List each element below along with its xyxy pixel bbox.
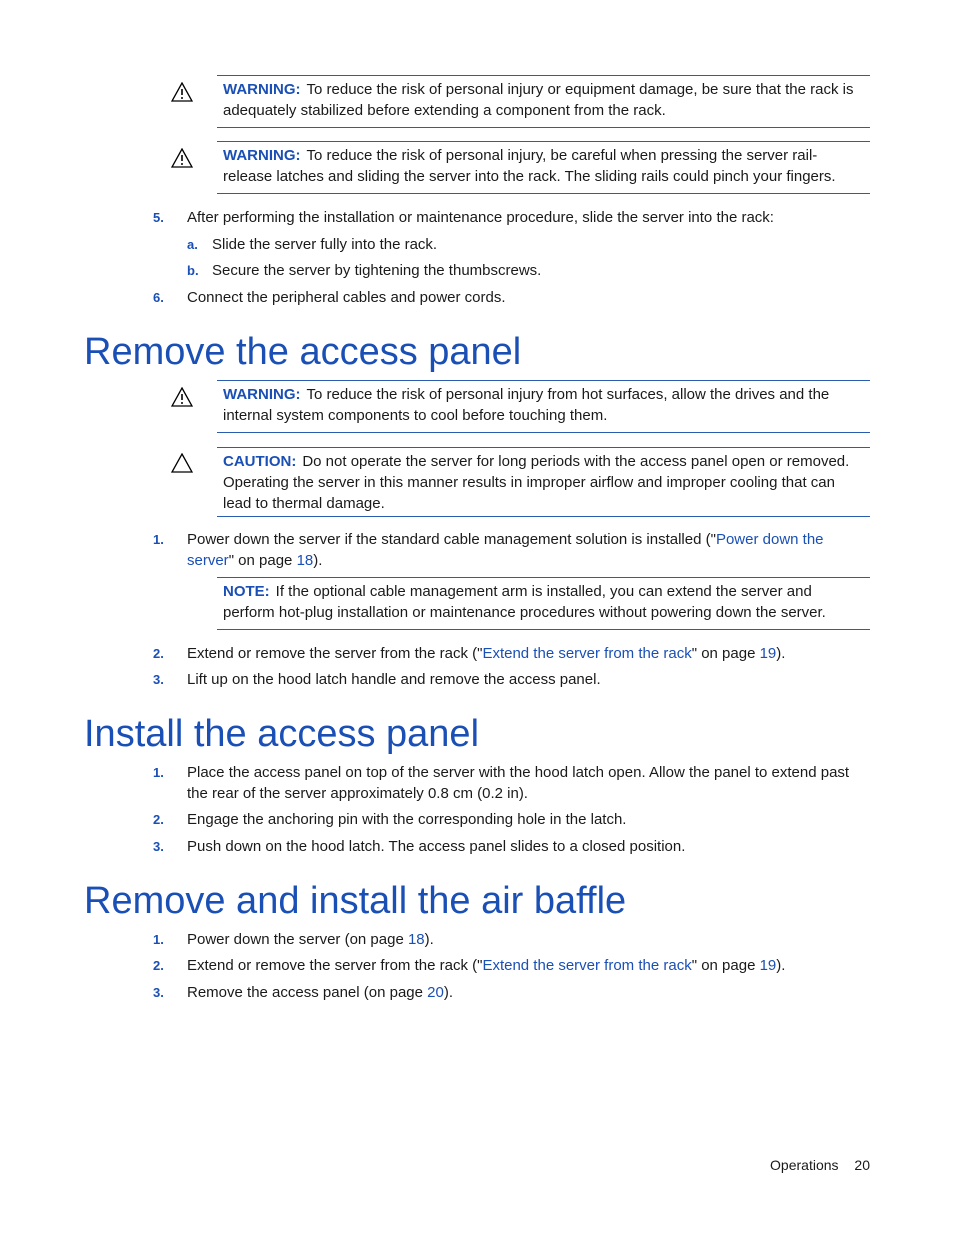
note-label: NOTE:	[223, 583, 270, 600]
step-number: 3.	[153, 839, 164, 854]
step-text-mid: " on page	[228, 552, 297, 569]
step-number: 5.	[153, 210, 164, 225]
step-text-post: ).	[424, 931, 434, 948]
step-text-mid: " on page	[691, 957, 760, 974]
caution-label: CAUTION:	[223, 453, 297, 470]
warning-label: WARNING:	[223, 386, 301, 403]
step-text-pre: Extend or remove the server from the rack ("	[187, 957, 483, 974]
caution-text: Do not operate the server for long periods with the access panel open or removed. Operating the server in this manner results in improper airflow and improper cooling that can lead to thermal damage.	[223, 453, 850, 512]
note-text: If the optional cable management arm is installed, you can extend the server and perform hot-plug installation or maintenance procedures without powering down the server.	[223, 583, 826, 621]
warning-icon	[171, 387, 193, 407]
step-text-post: ).	[776, 957, 786, 974]
step-text: Connect the peripheral cables and power cords.	[187, 289, 506, 306]
step-text-post: ).	[313, 552, 323, 569]
step-text-mid: " on page	[691, 645, 760, 662]
step-text	[187, 929, 871, 950]
step-text-pre: Power down the server (on page	[187, 931, 408, 948]
cross-reference-link[interactable]: Extend the server from the rack	[482, 957, 692, 974]
substep-letter: a.	[187, 237, 198, 252]
warning-notice	[217, 380, 870, 433]
page-link[interactable]: 18	[407, 931, 425, 948]
step-number: 1.	[153, 765, 164, 780]
caution-notice	[217, 447, 870, 517]
section-heading: Remove the access panel	[84, 331, 522, 373]
warning-text: To reduce the risk of personal injury from hot surfaces, allow the drives and the internal system components to cool before touching them.	[223, 386, 830, 424]
step-number: 2.	[153, 812, 164, 827]
warning-label: WARNING:	[223, 81, 301, 98]
substep-letter: b.	[187, 263, 199, 278]
step-number: 1.	[153, 532, 164, 547]
step-text: Engage the anchoring pin with the corresponding hole in the latch.	[187, 811, 627, 828]
step-text	[187, 643, 871, 664]
step-number: 6.	[153, 290, 164, 305]
substep-text: Secure the server by tightening the thumbscrews.	[212, 262, 542, 279]
step-text-pre: Extend or remove the server from the rack ("	[187, 645, 483, 662]
step-text	[187, 982, 871, 1003]
step-number: 2.	[153, 646, 164, 661]
step-number: 3.	[153, 672, 164, 687]
page-link[interactable]: 18	[296, 552, 314, 569]
step-text-pre: Power down the server if the standard cable management solution is installed ("	[187, 531, 716, 548]
step-text-post: ).	[443, 984, 454, 1001]
step-text-post: ).	[776, 645, 786, 662]
step-number: 1.	[153, 932, 164, 947]
step-number: 2.	[153, 958, 164, 973]
substep-text: Slide the server fully into the rack.	[212, 236, 438, 253]
warning-text: To reduce the risk of personal injury, be careful when pressing the server rail-release latches and sliding the server into the rack. The sliding rails could pinch your fingers.	[223, 147, 836, 185]
step-text-pre: Remove the access panel (on page	[187, 984, 428, 1001]
warning-icon	[171, 148, 193, 168]
warning-icon	[171, 82, 193, 102]
caution-icon	[171, 453, 193, 473]
step-text	[187, 955, 871, 976]
warning-text: To reduce the risk of personal injury or equipment damage, be sure that the rack is adequately stabilized before extending a component from the rack.	[223, 81, 854, 119]
step-text: Push down on the hood latch. The access panel slides to a closed position.	[187, 838, 686, 855]
page-link[interactable]: 19	[759, 645, 777, 662]
cross-reference-link[interactable]: Extend the server from the rack	[482, 645, 692, 662]
page-footer	[770, 1157, 870, 1173]
step-text: Place the access panel on top of the server with the hood latch open. Allow the panel to extend past the rear of the server approximately 0.8 cm (0.2 in).	[187, 764, 850, 802]
page-number: 20	[854, 1157, 870, 1173]
note-notice	[217, 577, 870, 630]
step-text	[187, 529, 837, 571]
warning-label: WARNING:	[223, 147, 301, 164]
warning-notice	[217, 141, 870, 194]
warning-notice	[217, 75, 870, 128]
step-number: 3.	[153, 985, 164, 1000]
step-text: Lift up on the hood latch handle and remove the access panel.	[187, 671, 601, 688]
cross-reference-link[interactable]: Power down the server	[187, 531, 824, 569]
footer-section: Operations	[770, 1157, 839, 1173]
section-heading: Remove and install the air baffle	[84, 880, 627, 922]
page-link[interactable]: 19	[759, 957, 777, 974]
step-text: After performing the installation or maintenance procedure, slide the server into the rack:	[187, 209, 774, 226]
page-link[interactable]: 20	[427, 984, 444, 1001]
section-heading: Install the access panel	[84, 713, 480, 755]
